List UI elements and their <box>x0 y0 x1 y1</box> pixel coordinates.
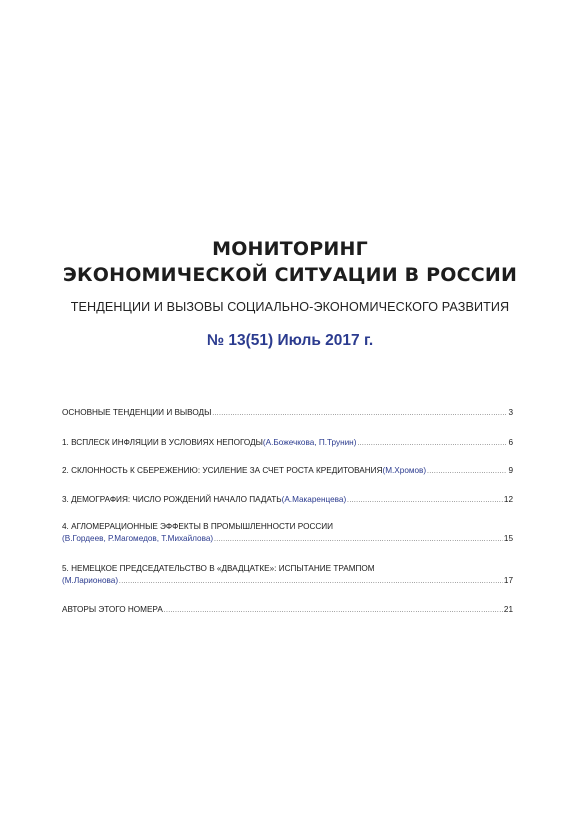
toc-leader <box>357 438 507 450</box>
toc-leader <box>164 605 503 617</box>
title-line-2: ЭКОНОМИЧЕСКОЙ СИТУАЦИИ В РОССИИ <box>62 264 518 286</box>
toc-page-number: 9 <box>508 466 513 475</box>
toc-entry-authors-list[interactable] <box>62 604 513 616</box>
toc-entry-title: 1. ВСПЛЕСК ИНФЛЯЦИИ В УСЛОВИЯХ НЕПОГОДЫ <box>62 438 263 447</box>
toc-entry-authors: (В.Гордеев, Р.Магомедов, Т.Михайлова) <box>62 534 214 543</box>
toc-leader <box>427 466 507 478</box>
toc-entry-main-trends[interactable] <box>62 407 513 419</box>
toc-entry-authors: (М.Ларионова) <box>62 576 119 585</box>
toc-entry-authors: (А.Божечкова, П.Трунин) <box>262 438 357 447</box>
toc-leader <box>214 534 503 546</box>
toc-page-number: 15 <box>503 534 513 543</box>
toc-entry-authors: (М.Хромов) <box>382 466 427 475</box>
toc-entry-g20[interactable] <box>62 563 513 587</box>
toc-entry-title: ОСНОВНЫЕ ТЕНДЕНЦИИ И ВЫВОДЫ <box>62 408 212 417</box>
issue-number: № 13(51) Июль 2017 г. <box>206 332 374 349</box>
toc-entry-savings[interactable] <box>62 465 513 477</box>
toc-page-number: 17 <box>503 576 513 585</box>
toc-entry-title: 4. АГЛОМЕРАЦИОННЫЕ ЭФФЕКТЫ В ПРОМЫШЛЕННОСТИ РОССИИ <box>62 522 334 531</box>
document-subtitle: ТЕНДЕНЦИИ И ВЫЗОВЫ СОЦИАЛЬНО-ЭКОНОМИЧЕСКОГО РАЗВИТИЯ <box>70 300 510 314</box>
toc-entry-agglomeration[interactable] <box>62 521 513 545</box>
toc-page-number: 6 <box>508 438 513 447</box>
toc-page-number: 12 <box>503 495 513 504</box>
title-line-1: МОНИТОРИНГ <box>212 238 368 260</box>
toc-leader <box>212 408 507 420</box>
toc-page-number: 3 <box>508 408 513 417</box>
toc-page-number: 21 <box>503 605 513 614</box>
toc-entry-title: АВТОРЫ ЭТОГО НОМЕРА <box>62 605 163 614</box>
toc-leader <box>119 576 503 588</box>
toc-entry-title: 5. НЕМЕЦКОЕ ПРЕДСЕДАТЕЛЬСТВО В «ДВАДЦАТКЕ»: ИСПЫТАНИЕ ТРАМПОМ <box>62 564 375 573</box>
toc-entry-title: 2. СКЛОННОСТЬ К СБЕРЕЖЕНИЮ: УСИЛЕНИЕ ЗА СЧЕТ РОСТА КРЕДИТОВАНИЯ <box>62 466 383 475</box>
toc-entry-inflation[interactable] <box>62 437 513 449</box>
toc-leader <box>347 495 503 507</box>
toc-entry-demography[interactable] <box>62 494 513 506</box>
document-title <box>0 236 580 288</box>
toc-entry-authors: (А.Макаренцева) <box>281 495 347 504</box>
toc-entry-title: 3. ДЕМОГРАФИЯ: ЧИСЛО РОЖДЕНИЙ НАЧАЛО ПАДАТЬ <box>62 495 282 504</box>
